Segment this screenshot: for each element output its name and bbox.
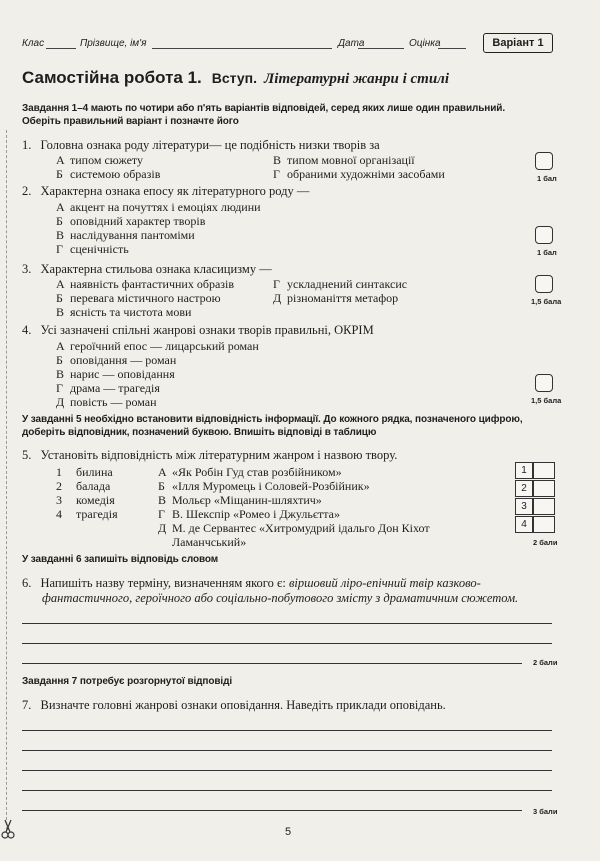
q3-answer-box[interactable] — [535, 275, 553, 293]
q3-option-d[interactable]: Г ускладнений синтаксис — [273, 277, 408, 291]
q5-right-b: Б «Ілля Муромець і Соловей-Розбійник» — [158, 479, 370, 493]
q3-option-c[interactable]: В ясність та чистота мови — [56, 305, 192, 319]
q1-answer-box[interactable] — [535, 152, 553, 170]
q5-table-row-4-label: 4 — [515, 516, 533, 533]
variant-badge: Варіант 1 — [483, 33, 553, 53]
q4-option-d[interactable]: Г драма — трагедія — [56, 381, 160, 395]
q6-answer-line-2[interactable] — [22, 643, 552, 644]
instruction-7: Завдання 7 потребує розгорнутої відповіді — [22, 676, 233, 687]
q4-option-e[interactable]: Д повість — роман — [56, 395, 157, 409]
title-subject: Літературні жанри і стилі — [264, 71, 450, 87]
q4-option-b[interactable]: Б оповідання — роман — [56, 353, 177, 367]
question-5: 5. Установіть відповідність між літературним жанром і назвою твору. — [22, 448, 398, 462]
question-7: 7. Визначте головні жанрові ознаки оповідання. Наведіть приклади оповідань. — [22, 698, 446, 712]
date-field[interactable] — [358, 48, 404, 49]
date-label: Дата — [338, 38, 365, 49]
q7-answer-line-1[interactable] — [22, 730, 552, 731]
q1-option-a[interactable]: А типом сюжету — [56, 153, 143, 167]
q5-table-row-1-answer[interactable] — [533, 462, 555, 479]
q7-points: 3 бали — [533, 807, 558, 816]
q5-table-row-1-label: 1 — [515, 462, 533, 479]
question-6-cont: фантастичного, героїчного або соціально-побутового змісту з драматичним сюжетом. — [42, 591, 519, 605]
q5-left-1: 1 билина — [56, 465, 113, 479]
question-1 — [22, 138, 380, 153]
q6-answer-line-1[interactable] — [22, 623, 552, 624]
q2-points: 1 бал — [537, 248, 557, 257]
q3-option-a[interactable]: А наявність фантастичних образів — [56, 277, 235, 291]
question-text: Головна ознака роду літератури— це подібність низки творів за — [40, 138, 380, 152]
grade-label: Оцінка — [409, 38, 441, 49]
page-title — [22, 68, 449, 88]
q5-left-4: 4 трагедія — [56, 507, 118, 521]
q6-points: 2 бали — [533, 658, 558, 667]
q5-right-a: А «Як Робін Гуд став розбійником» — [158, 465, 342, 479]
q5-points: 2 бали — [533, 538, 558, 547]
scissors-icon — [0, 818, 16, 840]
q5-left-2: 2 балада — [56, 479, 111, 493]
instruction-6: У завданні 6 запишіть відповідь словом — [22, 554, 219, 565]
q2-option-d[interactable]: Г сценічність — [56, 242, 129, 256]
q5-right-e-cont: Ламанчський» — [172, 535, 247, 549]
q3-option-e[interactable]: Д різноманіття метафор — [273, 291, 399, 305]
q5-table-row-2-answer[interactable] — [533, 480, 555, 497]
q5-right-e: Д М. де Сервантес «Хитромудрий ідальго Дон Кіхот — [158, 521, 430, 535]
question-3: 3. Характерна стильова ознака класицизму — — [22, 262, 272, 276]
q5-right-c: В Мольєр «Міщанин-шляхтич» — [158, 493, 322, 507]
q2-answer-box[interactable] — [535, 226, 553, 244]
q7-answer-line-2[interactable] — [22, 750, 552, 751]
q5-left-3: 3 комедія — [56, 493, 115, 507]
instruction-1-4-line2: Оберіть правильний варіант і позначте його — [22, 116, 239, 127]
q5-table-row-2-label: 2 — [515, 480, 533, 497]
q2-option-c[interactable]: В наслідування пантоміми — [56, 228, 195, 242]
q5-right-d: Г В. Шекспір «Ромео і Джульєтта» — [158, 507, 340, 521]
question-4: 4. Усі зазначені спільні жанрові ознаки творів правильні, ОКРІМ — [22, 323, 374, 337]
grade-field[interactable] — [438, 48, 466, 49]
q1-option-d[interactable]: Г обраними художніми засобами — [273, 167, 445, 181]
q2-option-b[interactable]: Б оповідний характер творів — [56, 214, 206, 228]
q7-answer-line-4[interactable] — [22, 790, 552, 791]
q3-option-b[interactable]: Б перевага містичного настрою — [56, 291, 221, 305]
q2-option-a[interactable]: А акцент на почуттях і емоціях людини — [56, 200, 261, 214]
name-label: Прізвище, ім'я — [80, 38, 147, 49]
q4-answer-box[interactable] — [535, 374, 553, 392]
title-section: Вступ. — [211, 70, 257, 86]
class-label: Клас — [22, 38, 45, 49]
question-2: 2. Характерна ознака епосу як літературного роду — — [22, 184, 310, 198]
q5-table-row-3-answer[interactable] — [533, 498, 555, 515]
page-number: 5 — [285, 826, 292, 838]
q4-option-a[interactable]: А героїчний епос — лицарський роман — [56, 339, 259, 353]
question-number: 1. — [22, 138, 32, 152]
q4-points: 1,5 бала — [531, 396, 562, 405]
q7-answer-line-5[interactable] — [22, 810, 522, 811]
q5-table-row-4-answer[interactable] — [533, 516, 555, 533]
q3-points: 1,5 бала — [531, 297, 562, 306]
perforation-line — [6, 130, 7, 830]
q4-option-c[interactable]: В нарис — оповідання — [56, 367, 175, 381]
class-field[interactable] — [46, 48, 76, 49]
title-main: Самостійна робота 1. — [22, 68, 202, 87]
q5-table-row-3-label: 3 — [515, 498, 533, 515]
instruction-5-line1: У завданні 5 необхідно встановити відповідність інформації. До кожного рядка, позначеного цифрою, — [22, 414, 523, 425]
instruction-5-line2: доберіть відповідник, позначений буквою. Впишіть відповіді в таблицю — [22, 427, 377, 438]
name-field[interactable] — [152, 48, 332, 49]
instruction-1-4-line1: Завдання 1–4 мають по чотири або п'ять варіантів відповідей, серед яких лише один правильний. — [22, 103, 506, 114]
q7-answer-line-3[interactable] — [22, 770, 552, 771]
q1-option-c[interactable]: В типом мовної організації — [273, 153, 415, 167]
question-6: 6. Напишіть назву терміну, визначенням якого є: віршовий ліро-епічний твір казково- — [22, 576, 481, 590]
q1-option-b[interactable]: Б системою образів — [56, 167, 161, 181]
q1-points: 1 бал — [537, 174, 557, 183]
q6-answer-line-3[interactable] — [22, 663, 522, 664]
